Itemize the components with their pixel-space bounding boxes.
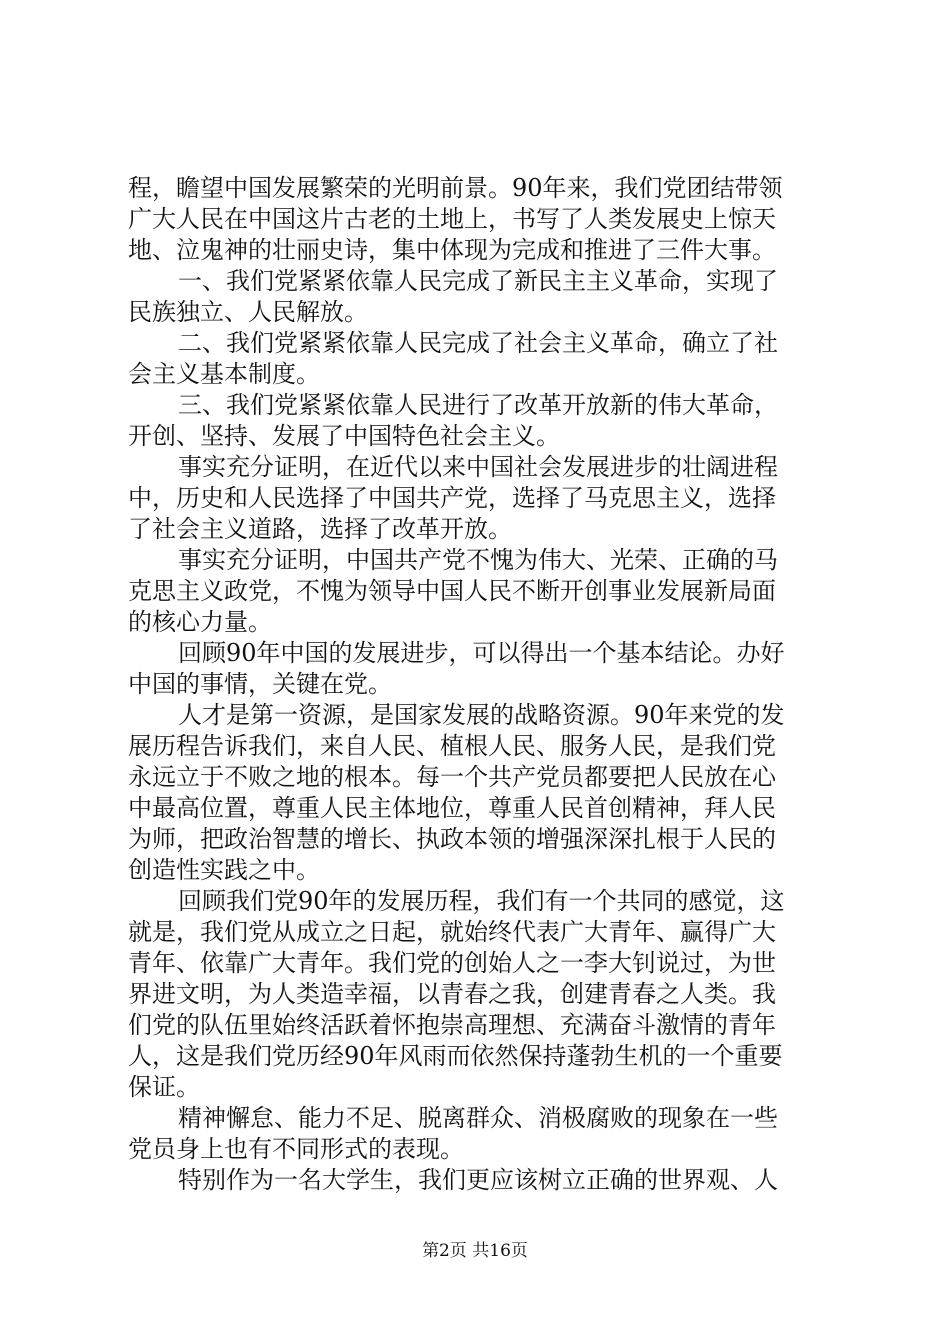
text-line: 事实充分证明，中国共产党不愧为伟大、光荣、正确的马: [178, 546, 778, 574]
text-line: 三、我们党紧紧依靠人民进行了改革开放新的伟大革命，: [178, 391, 778, 419]
text-line: 回顾我们党90年的发展历程，我们有一个共同的感觉，这: [178, 887, 785, 915]
text-line: 为师，把政治智慧的增长、执政本领的增强深深扎根于人民的: [128, 825, 776, 853]
text-line: 保证。: [128, 1073, 200, 1101]
text-line: 开创、坚持、发展了中国特色社会主义。: [128, 422, 560, 450]
text-line: 中国的事情，关键在党。: [128, 670, 392, 698]
text-line: 人，这是我们党历经90年风雨而依然保持蓬勃生机的一个重要: [128, 1042, 783, 1070]
text-line: 克思主义政党，不愧为领导中国人民不断开创事业发展新局面: [128, 577, 776, 605]
text-line: 党员身上也有不同形式的表现。: [128, 1135, 464, 1163]
page-number-footer: 第2页 共16页: [422, 1241, 528, 1261]
text-line: 界进文明，为人类造幸福，以青春之我，创建青春之人类。我: [128, 980, 776, 1008]
text-line: 中，历史和人民选择了中国共产党，选择了马克思主义，选择: [128, 484, 776, 512]
text-line: 民族独立、人民解放。: [128, 298, 368, 326]
text-line: 程，瞻望中国发展繁荣的光明前景。90年来，我们党团结带领: [128, 174, 783, 202]
text-line: 回顾90年中国的发展进步，可以得出一个基本结论。办好: [178, 639, 785, 667]
text-line: 展历程告诉我们，来自人民、植根人民、服务人民，是我们党: [128, 732, 776, 760]
text-line: 事实充分证明，在近代以来中国社会发展进步的壮阔进程: [178, 453, 778, 481]
text-line: 们党的队伍里始终活跃着怀抱崇高理想、充满奋斗激情的青年: [128, 1011, 776, 1039]
text-line: 人才是第一资源，是国家发展的战略资源。90年来党的发: [178, 701, 785, 729]
text-line: 特别作为一名大学生，我们更应该树立正确的世界观、人: [178, 1166, 778, 1194]
text-line: 永远立于不败之地的根本。每一个共产党员都要把人民放在心: [128, 763, 776, 791]
text-line: 就是，我们党从成立之日起，就始终代表广大青年、赢得广大: [128, 918, 776, 946]
text-line: 了社会主义道路，选择了改革开放。: [128, 515, 512, 543]
text-line: 二、我们党紧紧依靠人民完成了社会主义革命，确立了社: [178, 329, 778, 357]
text-line: 青年、依靠广大青年。我们党的创始人之一李大钊说过，为世: [128, 949, 776, 977]
text-line: 一、我们党紧紧依靠人民完成了新民主主义革命，实现了: [178, 267, 778, 295]
text-line: 的核心力量。: [128, 608, 272, 636]
text-line: 地、泣鬼神的壮丽史诗，集中体现为完成和推进了三件大事。: [128, 236, 776, 264]
text-line: 精神懈怠、能力不足、脱离群众、消极腐败的现象在一些: [178, 1104, 778, 1132]
text-line: 会主义基本制度。: [128, 360, 320, 388]
text-line: 创造性实践之中。: [128, 856, 320, 884]
text-line: 广大人民在中国这片古老的土地上，书写了人类发展史上惊天: [128, 205, 776, 233]
text-line: 中最高位置，尊重人民主体地位，尊重人民首创精神，拜人民: [128, 794, 776, 822]
